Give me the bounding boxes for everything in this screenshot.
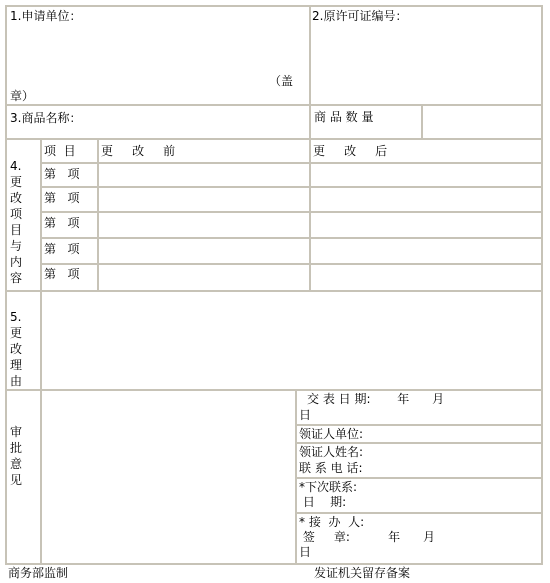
recipient-unit-label: 领证人单位: — [299, 427, 364, 441]
reason-field[interactable] — [42, 292, 539, 387]
after-field[interactable] — [311, 239, 539, 261]
after-field[interactable] — [311, 265, 539, 288]
after-field[interactable] — [311, 164, 539, 184]
recipient-name-label: 领证人姓名: — [299, 445, 364, 459]
submit-date-cont: 日 — [299, 408, 312, 422]
stamp-label-cont: 章） — [10, 89, 35, 103]
approval-section-label: 审批意见 — [10, 425, 23, 487]
goods-name-field[interactable] — [90, 106, 307, 136]
license-no-label: 2.原许可证编号： — [312, 9, 408, 23]
after-field[interactable] — [311, 188, 539, 209]
rule — [5, 5, 543, 7]
license-no-field[interactable] — [311, 24, 539, 102]
handler-label: * 接 办 人: — [299, 515, 365, 529]
footer-left: 商务部监制 — [8, 566, 69, 580]
seal-date-label: 签 章: 年 月 — [299, 530, 435, 544]
goods-name-label: 3.商品名称： — [10, 111, 82, 125]
before-field[interactable] — [99, 164, 307, 184]
applicant-field[interactable] — [7, 24, 307, 72]
applicant-label: 1.申请单位： — [10, 9, 82, 23]
item-col-header: 项 目 — [44, 144, 76, 158]
item-row-label: 第 项 — [44, 191, 80, 205]
before-header: 更 改 前 — [101, 144, 176, 158]
contact-phone-label: 联 系 电 话: — [299, 461, 363, 475]
before-field[interactable] — [99, 239, 307, 261]
before-field[interactable] — [99, 265, 307, 288]
item-row-label: 第 项 — [44, 216, 80, 230]
rule — [541, 5, 543, 565]
reason-section-label: 5.更改理由 — [10, 310, 23, 388]
rule — [5, 563, 543, 565]
rule — [5, 5, 7, 565]
quantity-field[interactable] — [423, 106, 539, 136]
item-row-label: 第 项 — [44, 267, 80, 281]
changes-section-label: 4.更改项目与内容 — [10, 159, 23, 285]
footer-right: 发证机关留存备案 — [314, 566, 411, 580]
next-contact-date-label: 日 期: — [299, 495, 347, 509]
before-field[interactable] — [99, 213, 307, 235]
item-row-label: 第 项 — [44, 167, 80, 181]
item-row-label: 第 项 — [44, 242, 80, 256]
next-contact-label: *下次联系: — [299, 480, 358, 494]
before-field[interactable] — [99, 188, 307, 209]
rule — [5, 138, 543, 140]
approval-field[interactable] — [42, 391, 293, 561]
submit-date-label: 交 表 日 期: 年 月 — [307, 392, 445, 406]
stamp-label: （盖 — [269, 74, 294, 88]
after-header: 更 改 后 — [313, 144, 388, 158]
after-field[interactable] — [311, 213, 539, 235]
quantity-label: 商 品 数 量 — [314, 110, 374, 124]
seal-date-cont: 日 — [299, 545, 312, 559]
